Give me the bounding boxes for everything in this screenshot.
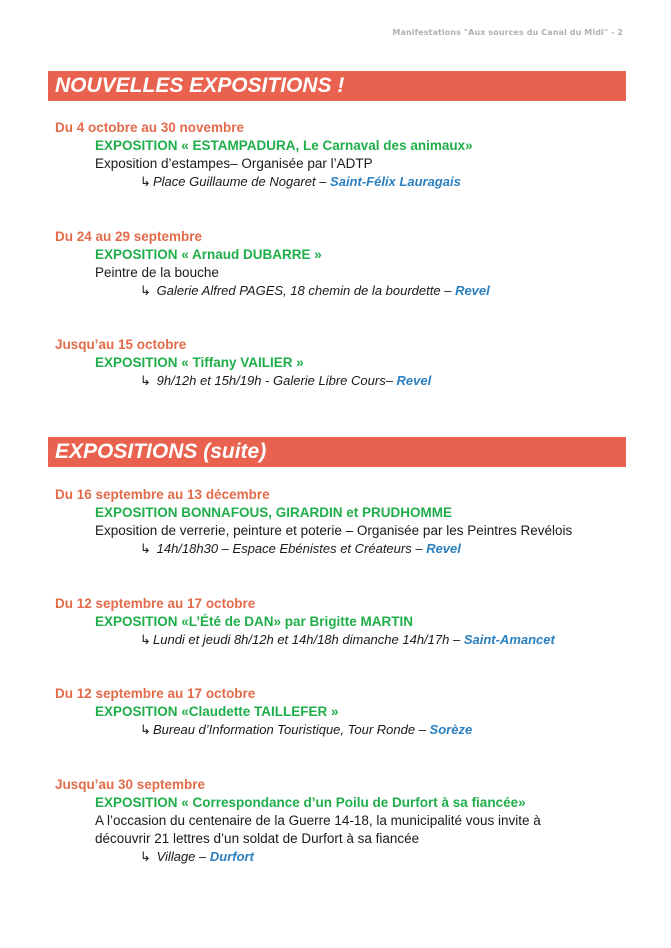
event-location — [140, 372, 635, 390]
event-description: Exposition de verrerie, peinture et poterie – Organisée par les Peintres Revélois — [95, 523, 573, 538]
event-location — [140, 631, 635, 649]
turn-arrow-icon: ↳ — [140, 849, 151, 864]
event-date: Jusqu’au 15 octobre — [55, 337, 187, 352]
event-title: EXPOSITION « Correspondance d’un Poilu de Durfort à sa fiancée» — [95, 795, 526, 810]
event-item — [55, 776, 635, 866]
event-title: EXPOSITION « Tiffany VAILIER » — [95, 355, 304, 370]
event-date: Du 4 octobre au 30 novembre — [55, 120, 245, 135]
town-name: Revel — [455, 283, 490, 298]
location-text: Galerie Alfred PAGES, 18 chemin de la bourdette – — [153, 283, 456, 298]
event-title: EXPOSITION «L’Été de DAN» par Brigitte MARTIN — [95, 614, 414, 629]
event-description: découvrir 21 lettres d’un soldat de Durfort à sa fiancée — [95, 831, 420, 846]
event-location — [140, 848, 635, 866]
event-description: Peintre de la bouche — [95, 265, 219, 280]
event-title: EXPOSITION BONNAFOUS, GIRARDIN et PRUDHOMME — [95, 505, 453, 520]
location-text: Lundi et jeudi 8h/12h et 14h/18h dimanche 14h/17h – — [153, 632, 464, 647]
town-name: Revel — [396, 373, 432, 388]
turn-arrow-icon: ↳ — [140, 722, 151, 737]
event-date: Du 16 septembre au 13 décembre — [55, 487, 270, 502]
turn-arrow-icon: ↳ — [140, 283, 151, 298]
event-item — [55, 336, 635, 390]
town-name: Durfort — [209, 849, 254, 864]
town-name: Saint-Félix Lauragais — [330, 174, 461, 189]
event-item — [55, 486, 635, 558]
event-location — [140, 721, 635, 739]
location-text: Bureau d’Information Touristique, Tour Ronde – — [153, 722, 430, 737]
event-date: Du 12 septembre au 17 octobre — [55, 686, 256, 701]
event-item — [55, 595, 635, 649]
turn-arrow-icon: ↳ — [140, 174, 151, 189]
event-date: Du 24 au 29 septembre — [55, 229, 203, 244]
event-location — [140, 282, 635, 300]
event-description: Exposition d’estampes– Organisée par l’ADTP — [95, 156, 373, 171]
location-text: 14h/18h30 – Espace Ebénistes et Créateurs – — [153, 541, 427, 556]
turn-arrow-icon: ↳ — [140, 373, 151, 388]
event-location — [140, 173, 635, 191]
turn-arrow-icon: ↳ — [140, 632, 151, 647]
location-text: 9h/12h et 15h/19h - Galerie Libre Cours– — [153, 373, 397, 388]
location-text: Place Guillaume de Nogaret – — [153, 174, 331, 189]
page-header: Manifestations "Aux sources du Canal du Midi" - 2 — [392, 28, 623, 37]
section-heading-exhibitions-continued: EXPOSITIONS (suite) — [48, 437, 626, 467]
event-item — [55, 685, 635, 739]
location-text: Village – — [153, 849, 210, 864]
event-item — [55, 119, 635, 191]
event-item — [55, 228, 635, 300]
event-title: EXPOSITION « ESTAMPADURA, Le Carnaval des animaux» — [95, 138, 473, 153]
event-description: A l’occasion du centenaire de la Guerre 14-18, la municipalité vous invite à — [95, 813, 541, 828]
event-title: EXPOSITION «Claudette TAILLEFER » — [95, 704, 339, 719]
event-title: EXPOSITION « Arnaud DUBARRE » — [95, 247, 322, 262]
town-name: Saint-Amancet — [463, 632, 555, 647]
turn-arrow-icon: ↳ — [140, 541, 151, 556]
event-date: Jusqu’au 30 septembre — [55, 777, 206, 792]
event-date: Du 12 septembre au 17 octobre — [55, 596, 256, 611]
town-name: Revel — [426, 541, 461, 556]
event-location — [140, 540, 635, 558]
section-heading-new-exhibitions: NOUVELLES EXPOSITIONS ! — [48, 71, 626, 101]
town-name: Sorèze — [429, 722, 473, 737]
